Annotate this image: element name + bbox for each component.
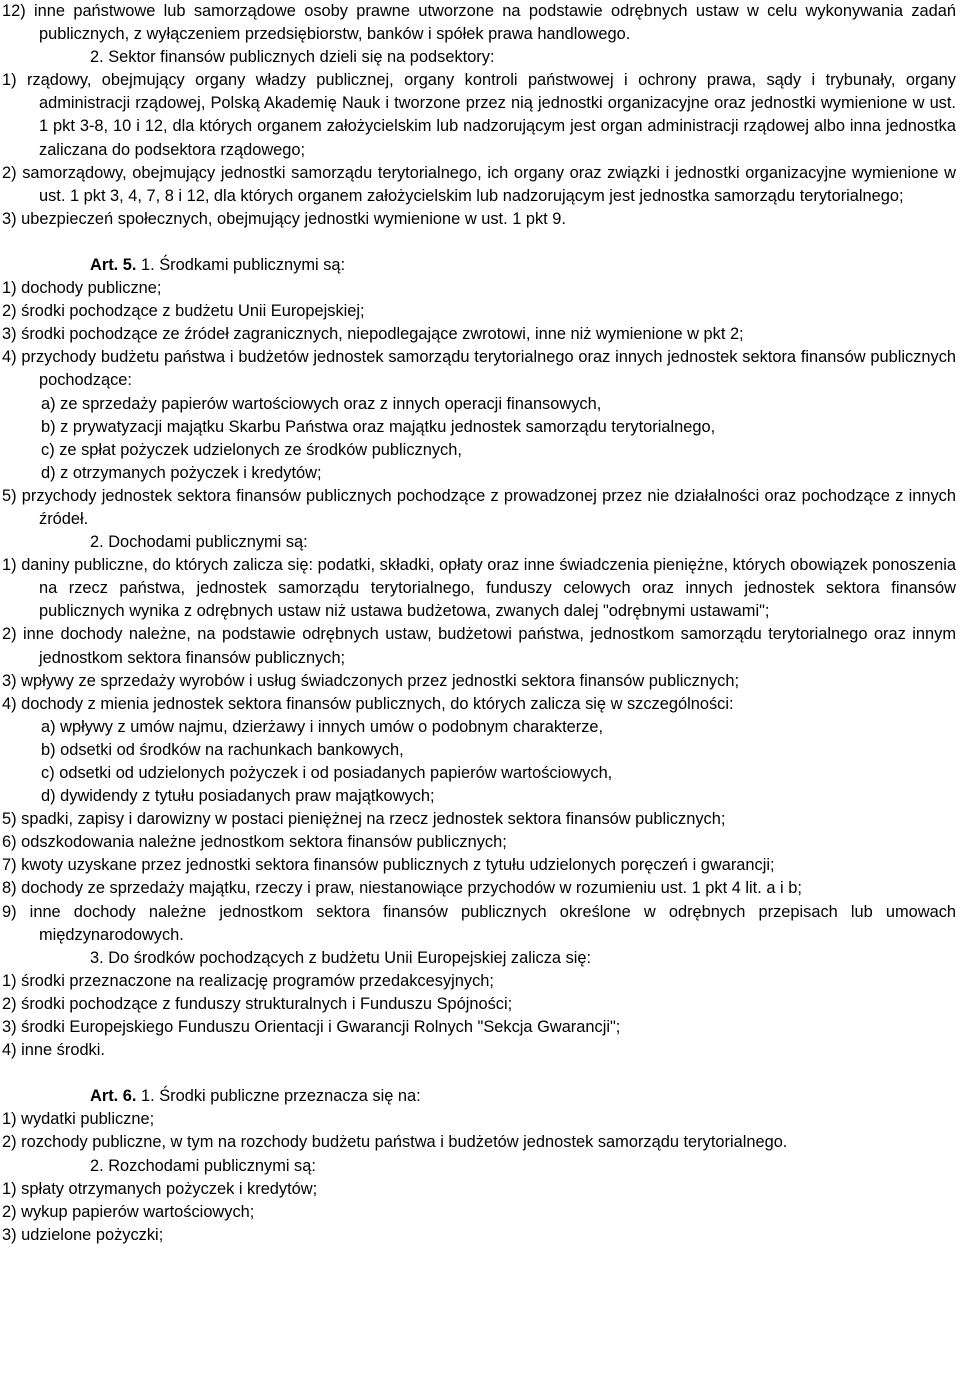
section-intro: 2. Dochodami publicznymi są: [90, 533, 308, 552]
list-item: 2) środki pochodzące z budżetu Unii Europejskiej; [2, 302, 365, 321]
list-item: 3) środki Europejskiego Funduszu Orientacji i Gwarancji Rolnych "Sekcja Gwarancji"; [2, 1018, 621, 1037]
list-item: 3) ubezpieczeń społecznych, obejmujący jednostki wymienione w ust. 1 pkt 9. [2, 209, 566, 228]
article-heading [2, 1085, 956, 1108]
list-item: 2) samorządowy, obejmujący jednostki samorządu terytorialnego, ich organy oraz związki i jednostki organizacyjne wymienione w ust. 1 pkt 3, 4, 7, 8 i 12, dla których organem założycielskim lub nadzorującym jest jednostka samorządu terytorialnego; [2, 163, 956, 205]
list-item: 1) środki przeznaczone na realizację programów przedakcesyjnych; [2, 971, 494, 990]
list-item: 1) wydatki publiczne; [2, 1110, 155, 1129]
list-item: 12) inne państwowe lub samorządowe osoby prawne utworzone na podstawie odrębnych ustaw w celu wykonywania zadań publicznych, z wyłączeniem przedsiębiorstw, banków i spółek prawa handlowego. [2, 2, 956, 44]
section-intro: 3. Do środków pochodzących z budżetu Unii Europejskiej zalicza się: [90, 948, 592, 967]
list-item: 1) spłaty otrzymanych pożyczek i kredytów; [2, 1179, 318, 1198]
article-number: Art. 5. [90, 255, 137, 274]
list-item: 3) udzielone pożyczki; [2, 1225, 164, 1244]
paragraph-spacer [2, 1062, 956, 1085]
article-intro-text: 1. Środki publiczne przeznacza się na: [136, 1087, 421, 1106]
sub-list-item: b) z prywatyzacji majątku Skarbu Państwa oraz majątku jednostek samorządu terytorialnego, [41, 417, 716, 436]
list-item: 2) inne dochody należne, na podstawie odrębnych ustaw, budżetowi państwa, jednostkom samorządu terytorialnego oraz innym jednostkom sektora finansów publicznych; [2, 625, 956, 667]
list-item: 3) wpływy ze sprzedaży wyrobów i usług świadczonych przez jednostki sektora finansów publicznych; [2, 671, 739, 690]
list-item: 1) rządowy, obejmujący organy władzy publicznej, organy kontroli państwowej i ochrony prawa, sądy i trybunały, organy administracji rządowej, Polską Akademię Nauk i tworzone przez nią jednostki organizacyjne oraz jednostki wymienione w ust. 1 pkt 3-8, 10 i 12, dla których organem założycielskim lub nadzorującym jest organ administracji rządowej albo inna jednostka zaliczana do podsektora rządowego; [2, 71, 956, 159]
section-intro: 2. Sektor finansów publicznych dzieli się na podsektory: [90, 48, 495, 67]
sub-list-item: c) odsetki od udzielonych pożyczek i od posiadanych papierów wartościowych, [41, 764, 613, 782]
list-item: 9) inne dochody należne jednostkom sektora finansów publicznych określone w odrębnych przepisach lub umowach międzynarodowych. [2, 902, 956, 944]
sub-list-item: d) z otrzymanych pożyczek i kredytów; [41, 463, 322, 482]
article-number: Art. 6. [90, 1087, 137, 1106]
sub-list-item: a) wpływy z umów najmu, dzierżawy i innych umów o podobnym charakterze, [41, 717, 604, 736]
list-item: 1) dochody publiczne; [2, 279, 162, 298]
list-item: 6) odszkodowania należne jednostkom sektora finansów publicznych; [2, 833, 507, 852]
list-item: 7) kwoty uzyskane przez jednostki sektora finansów publicznych z tytułu udzielonych poręczeń i gwarancji; [2, 856, 775, 875]
list-item: 5) spadki, zapisy i darowizny w postaci pieniężnej na rzecz jednostek sektora finansów publicznych; [2, 810, 726, 829]
article-intro-text: 1. Środkami publicznymi są: [136, 255, 346, 274]
sub-list-item: b) odsetki od środków na rachunkach bankowych, [41, 740, 404, 759]
sub-list-item: a) ze sprzedaży papierów wartościowych oraz z innych operacji finansowych, [41, 394, 602, 413]
list-item: 1) daniny publiczne, do których zalicza się: podatki, składki, opłaty oraz inne świadczenia pieniężne, których obowiązek ponoszenia na rzecz państwa, jednostek samorządu terytorialnego, funduszy celowych oraz innych jednostek sektora finansów publicznych wynika z odrębnych ustaw niż ustawa budżetowa, zwanych dalej "odrębnymi ustawami"; [2, 556, 956, 621]
list-item: 4) inne środki. [2, 1041, 105, 1060]
list-item: 8) dochody ze sprzedaży majątku, rzeczy i praw, niestanowiące przychodów w rozumieniu ust. 1 pkt 4 lit. a i b; [2, 879, 802, 898]
list-item: 4) przychody budżetu państwa i budżetów jednostek samorządu terytorialnego oraz innych jednostek sektora finansów publicznych pochodzące: [2, 348, 956, 390]
list-item: 2) środki pochodzące z funduszy strukturalnych i Funduszu Spójności; [2, 994, 513, 1013]
section-intro: 2. Rozchodami publicznymi są: [90, 1156, 316, 1175]
list-item: 2) wykup papierów wartościowych; [2, 1202, 255, 1221]
list-item: 2) rozchody publiczne, w tym na rozchody budżetu państwa i budżetów jednostek samorządu terytorialnego. [2, 1133, 788, 1152]
sub-list-item: d) dywidendy z tytułu posiadanych praw majątkowych; [41, 787, 435, 806]
article-heading [2, 254, 956, 277]
list-item: 4) dochody z mienia jednostek sektora finansów publicznych, do których zalicza się w szczególności: [2, 694, 734, 713]
list-item: 3) środki pochodzące ze źródeł zagranicznych, niepodlegające zwrotowi, inne niż wymienione w pkt 2; [2, 325, 744, 344]
sub-list-item: c) ze spłat pożyczek udzielonych ze środków publicznych, [41, 440, 462, 459]
paragraph-spacer [2, 231, 956, 254]
list-item: 5) przychody jednostek sektora finansów publicznych pochodzące z prowadzonej przez nie działalności oraz pochodzące z innych źródeł. [2, 486, 956, 528]
